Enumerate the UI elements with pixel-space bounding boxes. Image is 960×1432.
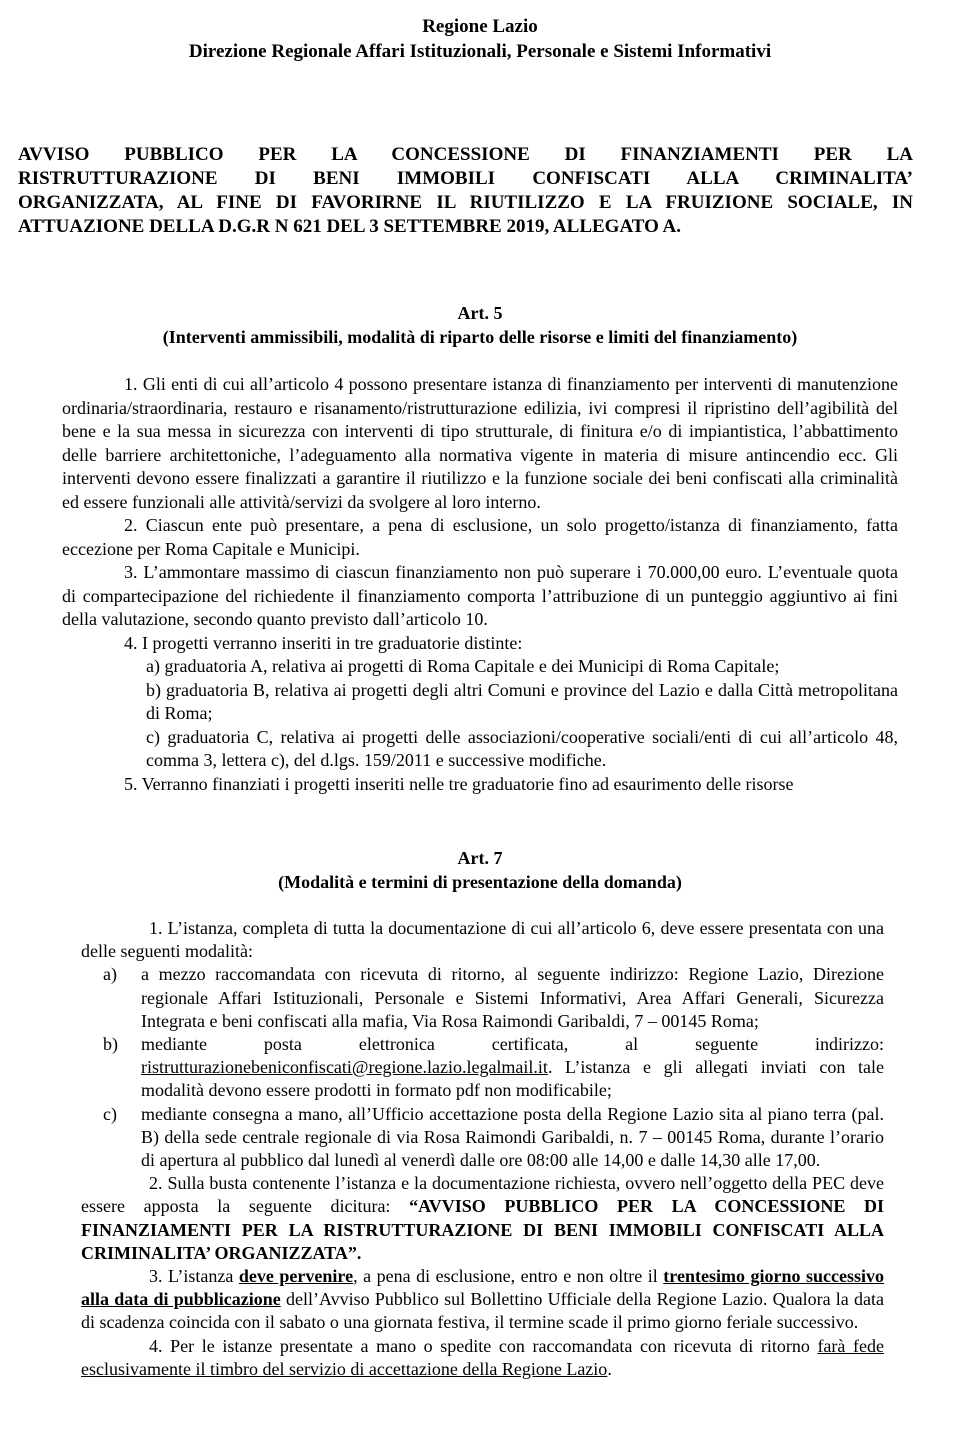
art5-title: Art. 5 [457, 303, 503, 323]
item-text: a mezzo raccomandata con ricevuta di ritorno, al seguente indirizzo: Regione Lazio, Direzione regionale Affari Istituzionali, Personale e Sistemi Informativi, Area Affari Generali, Sicurezza Integrata e beni confiscati alla mafia, Via Rosa Raimondi Garibaldi, 7 – 00145 Roma; [141, 964, 884, 1031]
notice-title-line: ORGANIZZATA, AL FINE DI FAVORIRNE IL RIUTILIZZO E LA FRUIZIONE SOCIALE, IN [18, 192, 913, 213]
art5-list-item-c: c) graduatoria C, relativa ai progetti delle associazioni/cooperative sociali/enti di cui all’articolo 48, comma 3, lettera c), del d.lgs. 159/2011 e successive modifiche. [146, 726, 898, 770]
art5-paragraph-2: 2. Ciascun ente può presentare, a pena di esclusione, un solo progetto/istanza di finanziamento, fatta eccezione per Roma Capitale e Municipi. [62, 515, 898, 559]
art5-list-item-a: a) graduatoria A, relativa ai progetti di Roma Capitale e dei Municipi di Roma Capitale; [146, 656, 780, 676]
art5-paragraph-3: 3. L’ammontare massimo di ciascun finanziamento non può superare i 70.000,00 euro. L’eventuale quota di compartecipazione del richiedente il finanziamento comporta l’attribuzione di un punteggio aggiuntivo ai fini della valutazione, secondo quanto previsto dall’articolo 10. [62, 562, 898, 629]
art7-paragraph-4 [81, 1335, 884, 1381]
art7-item-a [81, 963, 884, 1033]
item-label: c) [103, 1103, 117, 1124]
art5-list-item-b: b) graduatoria B, relativa ai progetti degli altri Comuni e province del Lazio e dalla Città metropolitana di Roma; [146, 679, 898, 723]
p4-text: . [607, 1358, 612, 1379]
art5-subtitle: (Interventi ammissibili, modalità di riparto delle risorse e limiti del finanziamento) [162, 327, 798, 347]
item-text: mediante consegna a mano, all’Ufficio accettazione posta della Regione Lazio sita al piano terra (pal. B) della sede centrale regionale di via Rosa Raimondi Garibaldi, n. 7 – 00145 Roma, durante l’orario di apertura al pubblico dal lunedì al venerdì dalle ore 08:00 alle 14,00 e dalle 14,30 alle 17,00. [141, 1103, 884, 1171]
p3-underlined-deadline: trentesimo giorno successivo alla data di pubblicazione [81, 1266, 884, 1310]
art5-paragraph-1: 1. Gli enti di cui all’articolo 4 possono presentare istanza di finanziamento per interventi di manutenzione ordinaria/straordinaria, restauro e risanamento/ristrutturazione edilizia, ivi compresi il ripristino dell’agibilità del bene e la sua messa in sicurezza con interventi di tipo strutturale, di finitura e/o di impiantistica, l’abbattimento delle barriere architettoniche, l’adeguamento alla normativa vigente in materia di misure antincendio ecc. Gli interventi devono essere finalizzati a garantire il riutilizzo e la funzione sociale dei beni confiscati alla criminalità ed essere funzionali alle attività/servizi da svolgere al loro interno. [62, 374, 898, 512]
notice-title-line: RISTRUTTURAZIONE DI BENI IMMOBILI CONFISCATI ALLA CRIMINALITA’ [18, 168, 913, 189]
art5-paragraph-5: 5. Verranno finanziati i progetti inseriti nelle tre graduatorie fino ad esaurimento delle risorse [124, 773, 794, 794]
p3-underlined: deve pervenire [238, 1266, 354, 1287]
pec-email-link[interactable]: ristrutturazionebeniconfiscati@regione.lazio.legalmail.it [141, 1057, 548, 1078]
p3-text: , a pena di esclusione, entro e non oltre il [353, 1266, 664, 1287]
art7-paragraph-3 [81, 1265, 884, 1335]
p4-underlined: farà fede esclusivamente il timbro del servizio di accettazione della Regione Lazio [81, 1335, 884, 1379]
p2-text: 2. Sulla busta contenente l’istanza e la documentazione richiesta, ovvero nell’oggetto della PEC deve essere apposta la seguente dicitura: [81, 1173, 884, 1217]
art7-subtitle: (Modalità e termini di presentazione della domanda) [278, 872, 682, 892]
item-text [141, 1033, 884, 1103]
directorate-title: Direzione Regionale Affari Istituzionali, Personale e Sistemi Informativi [188, 41, 772, 62]
art7-title: Art. 7 [457, 848, 503, 868]
art7-paragraph-2 [81, 1172, 884, 1265]
notice-title [18, 143, 913, 239]
p2-bold-caption: “AVVISO PUBBLICO PER LA CONCESSIONE DI FINANZIAMENTI PER LA RISTRUTTURAZIONE DI BENI IMMOBILI CONFISCATI ALLA CRIMINALITA’ ORGANIZZATA”. [81, 1196, 884, 1263]
region-title: Regione Lazio [422, 16, 538, 37]
p3-text: dell’Avviso Pubblico sul Bollettino Ufficiale della Regione Lazio. Qualora la data di scadenza coincida con il sabato o una giornata festiva, il termine scade il primo giorno feriale successivo. [81, 1289, 884, 1333]
art7-paragraph-1: 1. L’istanza, completa di tutta la documentazione di cui all’articolo 6, deve essere presentata con una delle seguenti modalità: [81, 918, 884, 962]
art5-body [62, 373, 898, 796]
art7-item-b [81, 1033, 884, 1103]
notice-title-line: ATTUAZIONE DELLA D.G.R N 621 DEL 3 SETTEMBRE 2019, ALLEGATO A. [18, 216, 682, 237]
item-b-first-line: mediante posta elettronica certificata, al seguente indirizzo: [141, 1034, 884, 1055]
art7-body [81, 917, 884, 1381]
art7-item-c [81, 1103, 884, 1173]
art5-paragraph-4: 4. I progetti verranno inseriti in tre graduatorie distinte: [124, 632, 523, 653]
item-label: b) [103, 1034, 118, 1055]
p3-text: 3. L’istanza [149, 1266, 239, 1287]
item-label: a) [103, 964, 117, 985]
notice-title-line: AVVISO PUBBLICO PER LA CONCESSIONE DI FINANZIAMENTI PER LA [18, 144, 913, 165]
item-b-rest: . L’istanza e gli allegati inviati con tale modalità devono essere prodotti in formato pdf non modificabile; [141, 1057, 884, 1101]
p4-text: 4. Per le istanze presentate a mano o spedite con raccomandata con ricevuta di ritorno [149, 1335, 818, 1356]
